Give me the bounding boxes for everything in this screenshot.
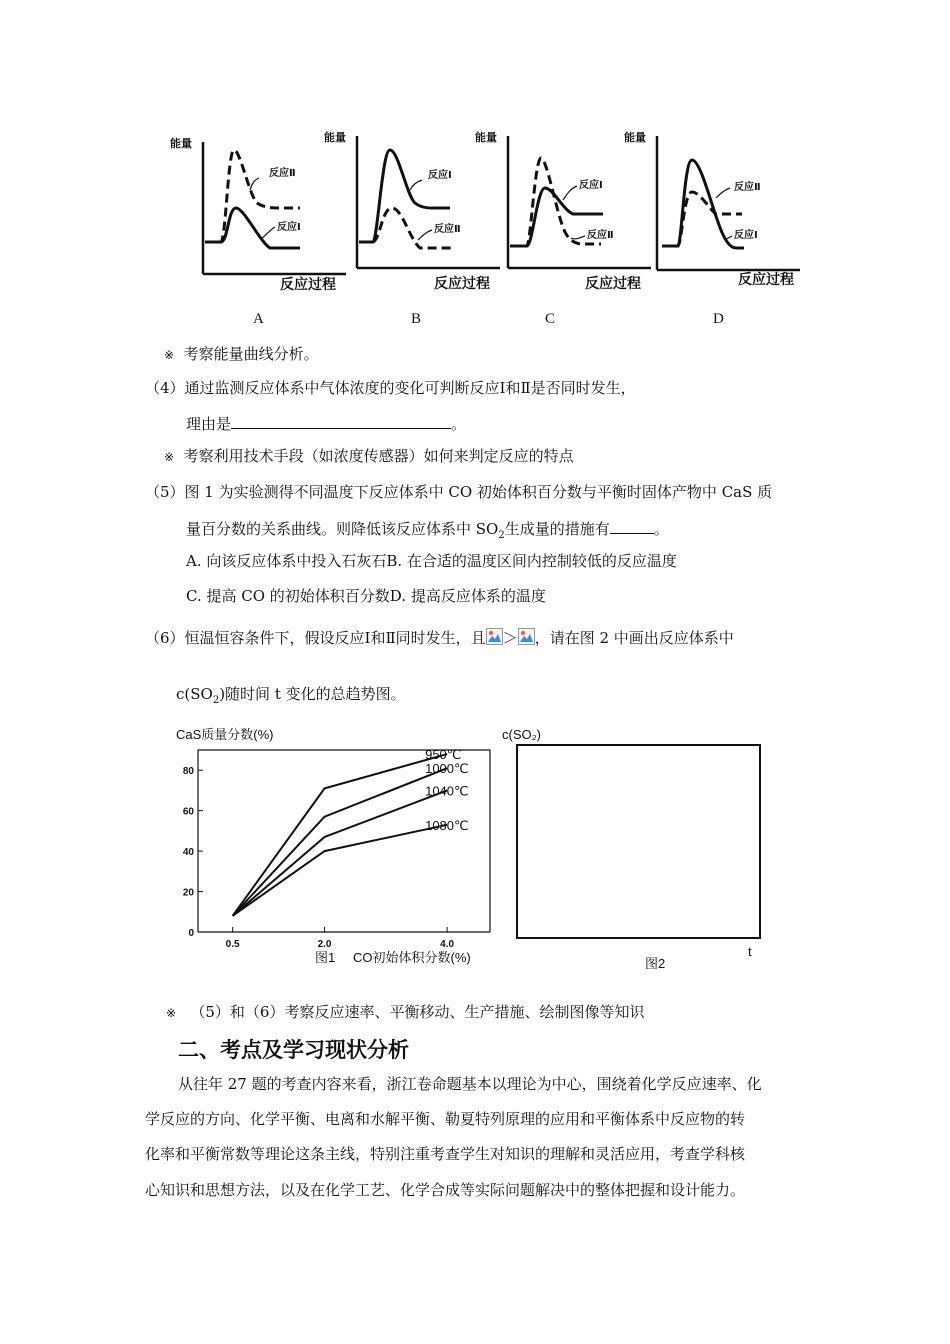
answer-blank[interactable] [231,412,451,429]
label-rxn1: 反应Ⅰ [277,222,301,233]
x-axis-label: t [748,944,752,959]
y-tick-label: 40 [182,847,194,859]
figure-1-title: 图1 [315,950,336,965]
section-heading: 二、考点及学习现状分析 [178,1038,409,1062]
broken-image-icon [518,628,535,645]
energy-diagram-b [324,130,500,291]
axis-y-label: 能量 [475,132,497,144]
y-tick-label: 60 [182,806,194,818]
paragraph-line: 学反应的方向、化学平衡、电离和水解平衡、勒夏特列原理的应用和平衡体系中反应物的转 [145,1110,746,1128]
y-axis-label: CaS质量分数(%) [176,727,274,742]
label-rxn2: 反应Ⅱ [434,224,461,235]
energy-diagram-c [475,130,651,291]
series-label: 1000℃ [425,761,469,777]
note-q4: ※ 考察利用技术手段（如浓度传感器）如何来判定反应的特点 [164,447,574,465]
y-tick-label: 20 [182,887,194,899]
axis-x-label: 反应过程 [434,275,490,291]
x-axis-label: CO初始体积分数(%) [353,950,471,965]
series-line-1040℃ [233,790,447,915]
energy-diagram-a [170,136,346,292]
option-c: C. 提高 CO 的初始体积百分数 [186,587,390,605]
x-tick-label: 4.0 [440,939,455,950]
q6-line1: （6）恒温恒容条件下，假设反应Ⅰ和Ⅱ同时发生，且 ＞ ，请在图 2 中画出反应体系中 [145,629,734,647]
paragraph-line: 心知识和思想方法，以及在化学工艺、化学合成等实际问题解决中的整体把握和设计能力。 [145,1181,746,1199]
q5-line1: （5）图 1 为实验测得不同温度下反应体系中 CO 初始体积百分数与平衡时固体产物中 CaS 质 [145,483,773,501]
y-axis-label: c(SO₂) [502,727,541,742]
figure-2-chart [500,722,780,972]
axis-y-label: 能量 [624,132,646,144]
axis-x-label: 反应过程 [738,271,794,287]
series-line-950℃ [233,754,447,916]
option-d: D. 提高反应体系的温度 [389,587,546,605]
label-rxn1: 反应Ⅰ [579,180,603,191]
figure-2-title: 图2 [645,956,666,971]
energy-diagrams [160,120,820,300]
q5-line2: 量百分数的关系曲线。则降低该反应体系中 $SO_2$生成量的措施有 。 [186,517,669,546]
label-rxn2: 反应Ⅱ [269,168,296,179]
axis-y-label: 能量 [324,132,346,144]
note-q56: ※ （5）和（6）考察反应速率、平衡移动、生产措施、绘制图像等知识 [166,1003,645,1021]
q4-reason: 理由是 。 [186,412,466,434]
caption-c: C [545,311,556,327]
label-rxn1: 反应Ⅰ [734,230,758,241]
note-symbol: ※ [164,348,175,362]
axis-x-label: 反应过程 [585,275,641,291]
label-rxn2: 反应Ⅱ [587,230,614,241]
series-label: 1080℃ [425,817,469,833]
note-symbol: ※ [164,450,175,464]
drawing-area[interactable] [517,745,760,938]
q6-line2: $c(SO_2)$随时间 t 变化的总趋势图。 [176,685,406,706]
energy-diagram-d [624,130,800,287]
broken-image-icon [486,628,503,645]
q5-options-ab [186,551,677,571]
caption-b: B [411,311,422,327]
y-tick-label: 0 [188,928,194,939]
figure-1-chart [170,722,500,972]
paragraph-line: 化率和平衡常数等理论这条主线，特别注重考查学生对知识的理解和灵活应用，考查学科核 [145,1145,746,1163]
note-symbol: ※ [166,1006,177,1020]
paragraph-line: 从往年 27 题的考查内容来看，浙江卷命题基本以理论为中心，围绕着化学反应速率、化 [178,1075,762,1093]
caption-a: A [253,311,264,327]
y-tick-label: 80 [182,766,194,778]
label-rxn1: 反应Ⅰ [428,170,452,181]
note-q3: ※ 考察能量曲线分析。 [164,345,319,363]
axis-x-label: 反应过程 [280,276,336,292]
q4-text: （4）通过监测反应体系中气体浓度的变化可判断反应Ⅰ和Ⅱ是否同时发生， [145,379,636,397]
series-label: 950℃ [425,747,462,763]
x-tick-label: 2.0 [317,939,332,950]
label-rxn2: 反应Ⅱ [734,182,761,193]
q5-options-cd [186,586,546,606]
option-a: A. 向该反应体系中投入石灰石 [186,552,387,570]
axis-y-label: 能量 [170,138,192,150]
answer-blank[interactable] [610,517,654,534]
caption-d: D [713,311,724,327]
x-tick-label: 0.5 [225,939,240,950]
option-b: B. 在合适的温度区间内控制较低的反应温度 [386,552,677,570]
series-label: 1040℃ [425,783,469,799]
